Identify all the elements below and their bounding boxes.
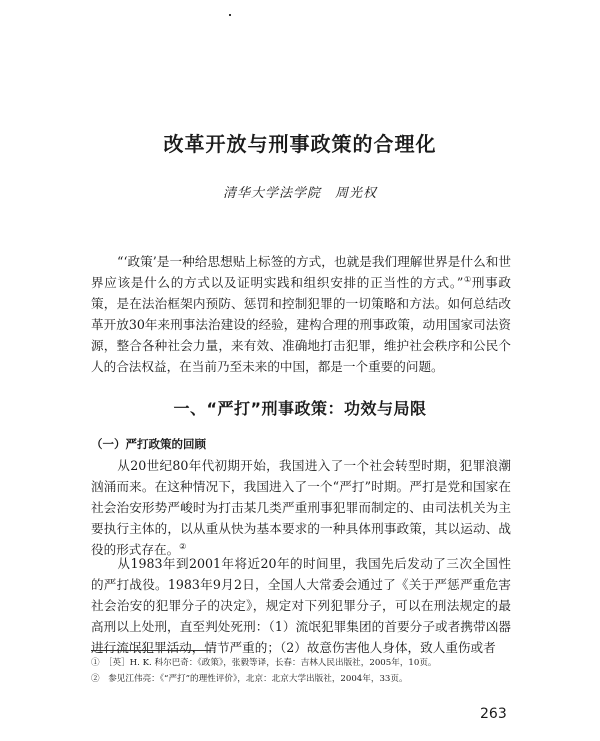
footnote-2: ② 参见江伟亮：《“严打”的理性评价》，北京：北京大学出版社，2004年，33页。 [91,674,408,684]
footnote-ref-1: ① [463,274,472,284]
body-paragraph-2 [91,553,511,658]
intro-text-after: 刑事政策，是在法治框架内预防、惩罚和控制犯罪的一切策略和方法。如何总结改革开放30年来刑事法治建设的经验，建构合理的刑事政策，动用国家司法资源，整合各种社会力量，来有效、准确地打击犯罪，维护社会秩序和公民个人的合法权益，在当前乃至未来的中国，都是一个重要的问题。 [91,275,512,374]
intro-text: “‘政策’是一种给思想贴上标签的方式，也就是我们理解世界是什么和世界应该是什么的方式以及证明实践和组织安排的正当性的方式。” [91,254,511,290]
page-number: 263 [480,706,507,722]
article-title: 改革开放与刑事政策的合理化 [163,132,437,156]
body-paragraph-1-text: 从20世纪80年代初期开始，我国进入了一个社会转型时期，犯罪浪潮汹涌而来。在这种情况下，我国进入了一个“严打”时期。严打是党和国家在社会治安形势严峻时为打击某几类严重刑事犯罪而制定的、由司法机关为主要执行主体的，以从重从快为基本要求的一种具体刑事政策，其以运动、战役的形式存在。 [91,458,511,557]
scan-speck [229,14,231,16]
body-paragraph-1 [91,455,511,560]
section-heading: 一、“严打”刑事政策：功效与局限 [173,399,427,418]
body-paragraph-2-text: 从1983年到2001年将近20年的时间里，我国先后发动了三次全国性的严打战役。1983年9月2日，全国人大常委会通过了《关于严惩严重危害社会治安的犯罪分子的决定》，规定对下列犯罪分子，可以在刑法规定的最高刑以上处刑，直至判处死刑：（1）流氓犯罪集团的首要分子或者携带凶器进行流氓犯罪活动，情节严重的；（2）故意伤害他人身体，致人重伤或者 [91,556,511,655]
sub-heading: （一）严打政策的回顾 [91,437,206,451]
intro-paragraph [91,251,511,377]
footnote-divider [91,650,211,651]
footnote-1: ① ［英］H. K. 科尔巴奇：《政策》，张毅等译，长春：吉林人民出版社，2005年，10页。 [91,658,437,668]
footnote-ref-2: ② [179,541,187,551]
author-affiliation: 清华大学法学院 周光权 [222,186,377,201]
